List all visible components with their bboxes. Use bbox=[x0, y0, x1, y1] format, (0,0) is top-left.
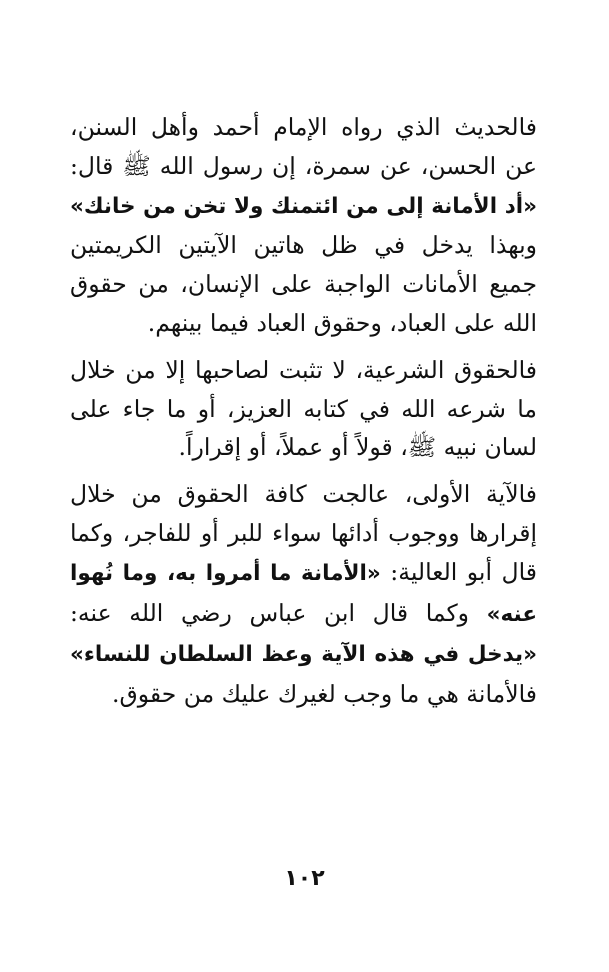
paragraph-1-text-1: فالحديث الذي رواه الإمام أحمد وأهل السنن، عن الحسن، عن سمرة، إن رسول الله ﷺ قال: bbox=[70, 113, 537, 180]
abu-aliya-quote: «الأمانة ما أمروا به، وما نُهوا عنه» bbox=[70, 560, 537, 627]
ibn-abbas-quote: «يدخل في هذه الآية وعظ السلطان للنساء» bbox=[70, 642, 537, 668]
page-body bbox=[70, 108, 537, 714]
paragraph-3-text-1: فالآية الأولى، عالجت كافة الحقوق من خلال إقرارها ووجوب أدائها سواء للبر أو للفاجر، وكما قال أبو العالية: bbox=[70, 480, 537, 586]
paragraph-1 bbox=[70, 108, 537, 343]
paragraph-3 bbox=[70, 475, 537, 714]
page-number: ١٠٢ bbox=[284, 866, 325, 891]
paragraph-2-text-1: فالحقوق الشرعية، لا تثبت لصاحبها إلا من خلال ما شرعه الله في كتابه العزيز، أو ما جاء على لسان نبيه ﷺ، قولاً أو عملاً، أو إقراراً. bbox=[70, 355, 537, 462]
paragraph-2 bbox=[70, 351, 537, 467]
paragraph-3-text-2: وكما قال ابن عباس رضي الله عنه: bbox=[70, 598, 487, 627]
paragraph-3-text-3: فالأمانة هي ما وجب لغيرك عليك من حقوق. bbox=[111, 680, 537, 709]
hadith-quote: «أد الأمانة إلى من ائتمنك ولا تخن من خانك» bbox=[70, 193, 537, 219]
paragraph-1-text-2: وبهذا يدخل في ظل هاتين الآيتين الكريمتين جميع الأمانات الواجبة على الإنسان، من حقوق الله على العباد، وحقوق العباد فيما بينهم. bbox=[70, 231, 537, 337]
